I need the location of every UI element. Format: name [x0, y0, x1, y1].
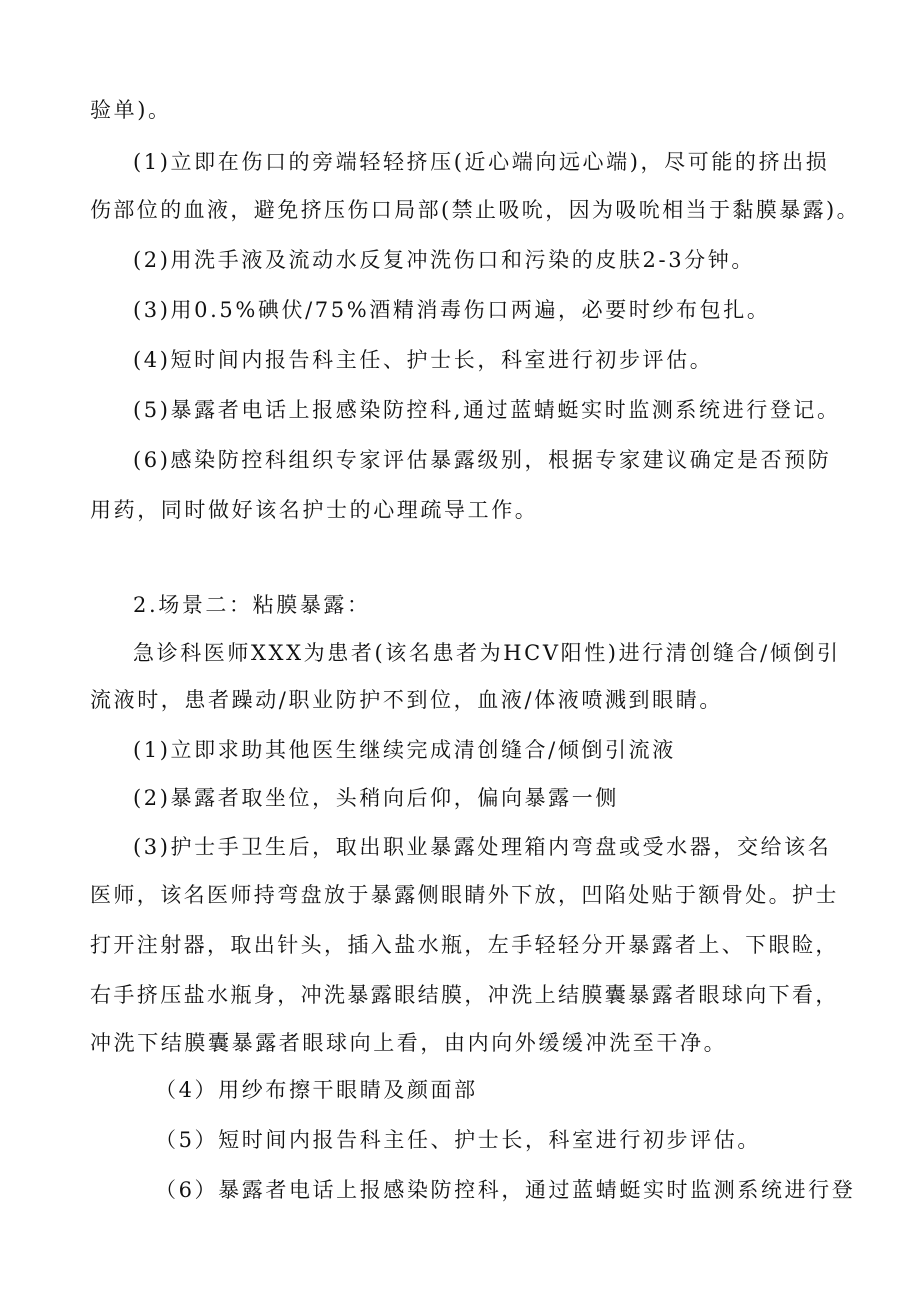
section-heading: 2.场景二：粘膜暴露： [133, 593, 371, 617]
text-line: (6)感染防控科组织专家评估暴露级别，根据专家建议确定是否预防 [133, 448, 832, 472]
text-line: 流液时，患者躁动/职业防护不到位，血液/体液喷溅到眼睛。 [90, 688, 723, 712]
text-line: 打开注射器，取出针头，插入盐水瓶，左手轻轻分开暴露者上、下眼睑， [90, 933, 839, 957]
text-line: (4)短时间内报告科主任、护士长，科室进行初步评估。 [133, 348, 714, 372]
text-line: (3)用0.5%碘伏/75%酒精消毒伤口两遍，必要时纱布包扎。 [133, 298, 771, 322]
text-line: 伤部位的血液，避免挤压伤口局部(禁止吸吮，因为吸吮相当于黏膜暴露)。 [90, 198, 860, 222]
text-line: 医师，该名医师持弯盘放于暴露侧眼睛外下放，凹陷处贴于额骨处。护士 [90, 883, 839, 907]
text-line: （6）暴露者电话上报感染防控科，通过蓝蜻蜓实时监测系统进行登 [155, 1178, 856, 1202]
text-line: 验单)。 [90, 98, 172, 122]
text-line: 急诊科医师XXX为患者(该名患者为HCV阳性)进行清创缝合/倾倒引 [133, 641, 841, 665]
text-line: 用药，同时做好该名护士的心理疏导工作。 [90, 498, 539, 522]
text-line: 右手挤压盐水瓶身，冲洗暴露眼结膜，冲洗上结膜囊暴露者眼球向下看， [90, 983, 839, 1007]
text-line: (2)用洗手液及流动水反复冲洗伤口和污染的皮肤2-3分钟。 [133, 248, 755, 272]
text-line: (1)立即在伤口的旁端轻轻挤压(近心端向远心端)，尽可能的挤出损 [133, 150, 830, 174]
text-line: (1)立即求助其他医生继续完成清创缝合/倾倒引流液 [133, 738, 676, 762]
text-line: (2)暴露者取坐位，头稍向后仰，偏向暴露一侧 [133, 786, 619, 810]
text-line: 冲洗下结膜囊暴露者眼球向上看，由内向外缓缓冲洗至干净。 [90, 1031, 728, 1055]
text-line: （5）短时间内报告科主任、护士长，科室进行初步评估。 [155, 1128, 761, 1152]
text-line: （4）用纱布擦干眼睛及颜面部 [155, 1078, 478, 1102]
text-line: (3)护士手卫生后，取出职业暴露处理箱内弯盘或受水器，交给该名 [133, 835, 832, 859]
text-line: (5)暴露者电话上报感染防控科,通过蓝蜻蜓实时监测系统进行登记。 [133, 398, 841, 422]
